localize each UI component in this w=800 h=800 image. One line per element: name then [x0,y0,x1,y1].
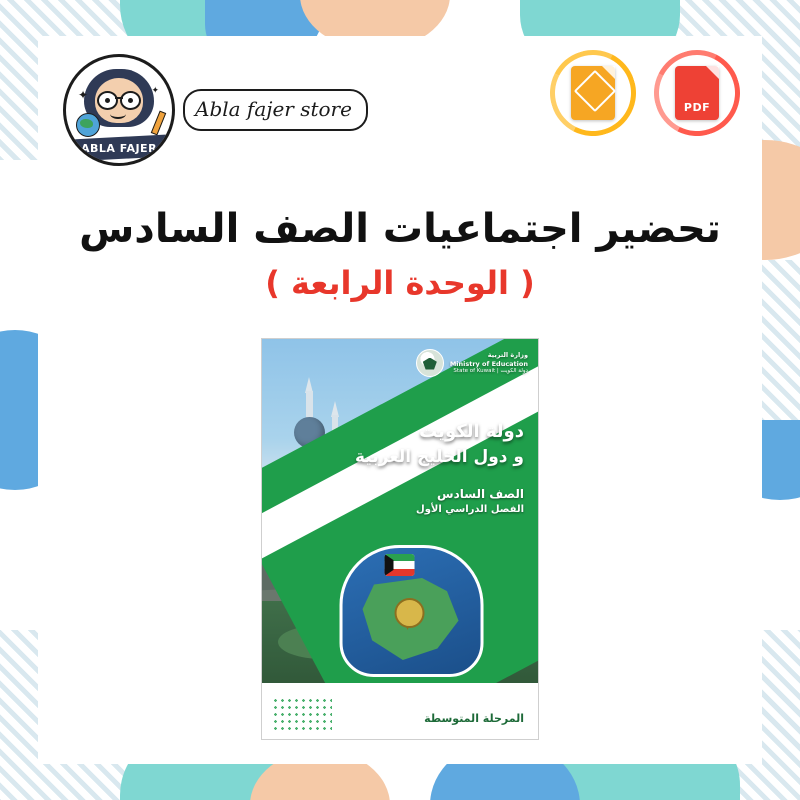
pdf-doc-icon[interactable] [654,50,740,136]
pencil-line-icon [574,70,616,112]
book-grade: الصف السادس [437,487,524,501]
globe-icon [76,113,100,137]
book-title [334,419,524,470]
page-fold-icon [706,66,719,79]
edit-doc-icon[interactable] [550,50,636,136]
ministry-line-arabic: وزارة التربية [487,351,528,360]
hijabi-teacher-avatar-icon [63,54,175,166]
book-title-line-2: و دول الخليج العربية [355,447,524,468]
pdf-label: PDF [683,101,711,114]
gulf-map-badge [340,545,484,677]
book-term: الفصل الدراسي الأول [416,504,524,515]
page-fold-icon [602,66,615,79]
sparkle-icon: ✦ [78,88,89,102]
content-card [38,36,762,764]
document-shape [675,66,719,120]
map-pin-icon [395,598,421,628]
smile-icon [110,109,126,119]
page-subtitle: ( الوحدة الرابعة ) [265,264,535,302]
dot-pattern [272,697,332,731]
kuwait-emblem-icon [416,349,444,377]
store-name-label: Abla fajer store [183,89,368,131]
ministry-line-state: دولة الكويت | State of Kuwait [453,367,528,374]
book-grade-block [334,487,524,515]
file-type-icons [550,50,740,136]
book-stage: المرحلة المتوسطة [424,712,524,725]
book-title-line-1: دولة الكويت [419,421,524,442]
ministry-header [416,349,528,377]
document-shape [571,66,615,120]
logo-name-text: ABLA FAJER [80,142,158,155]
glasses-icon [97,91,141,106]
page-title: تحضير اجتماعيات الصف السادس [79,206,721,252]
ministry-line-english: Ministry of Education [449,359,528,368]
sparkle-icon: ✦ [151,86,159,96]
brand-logo [63,54,368,166]
cover-footer [262,683,538,739]
textbook-cover-image [261,338,539,740]
kuwait-flag-icon [385,554,415,576]
